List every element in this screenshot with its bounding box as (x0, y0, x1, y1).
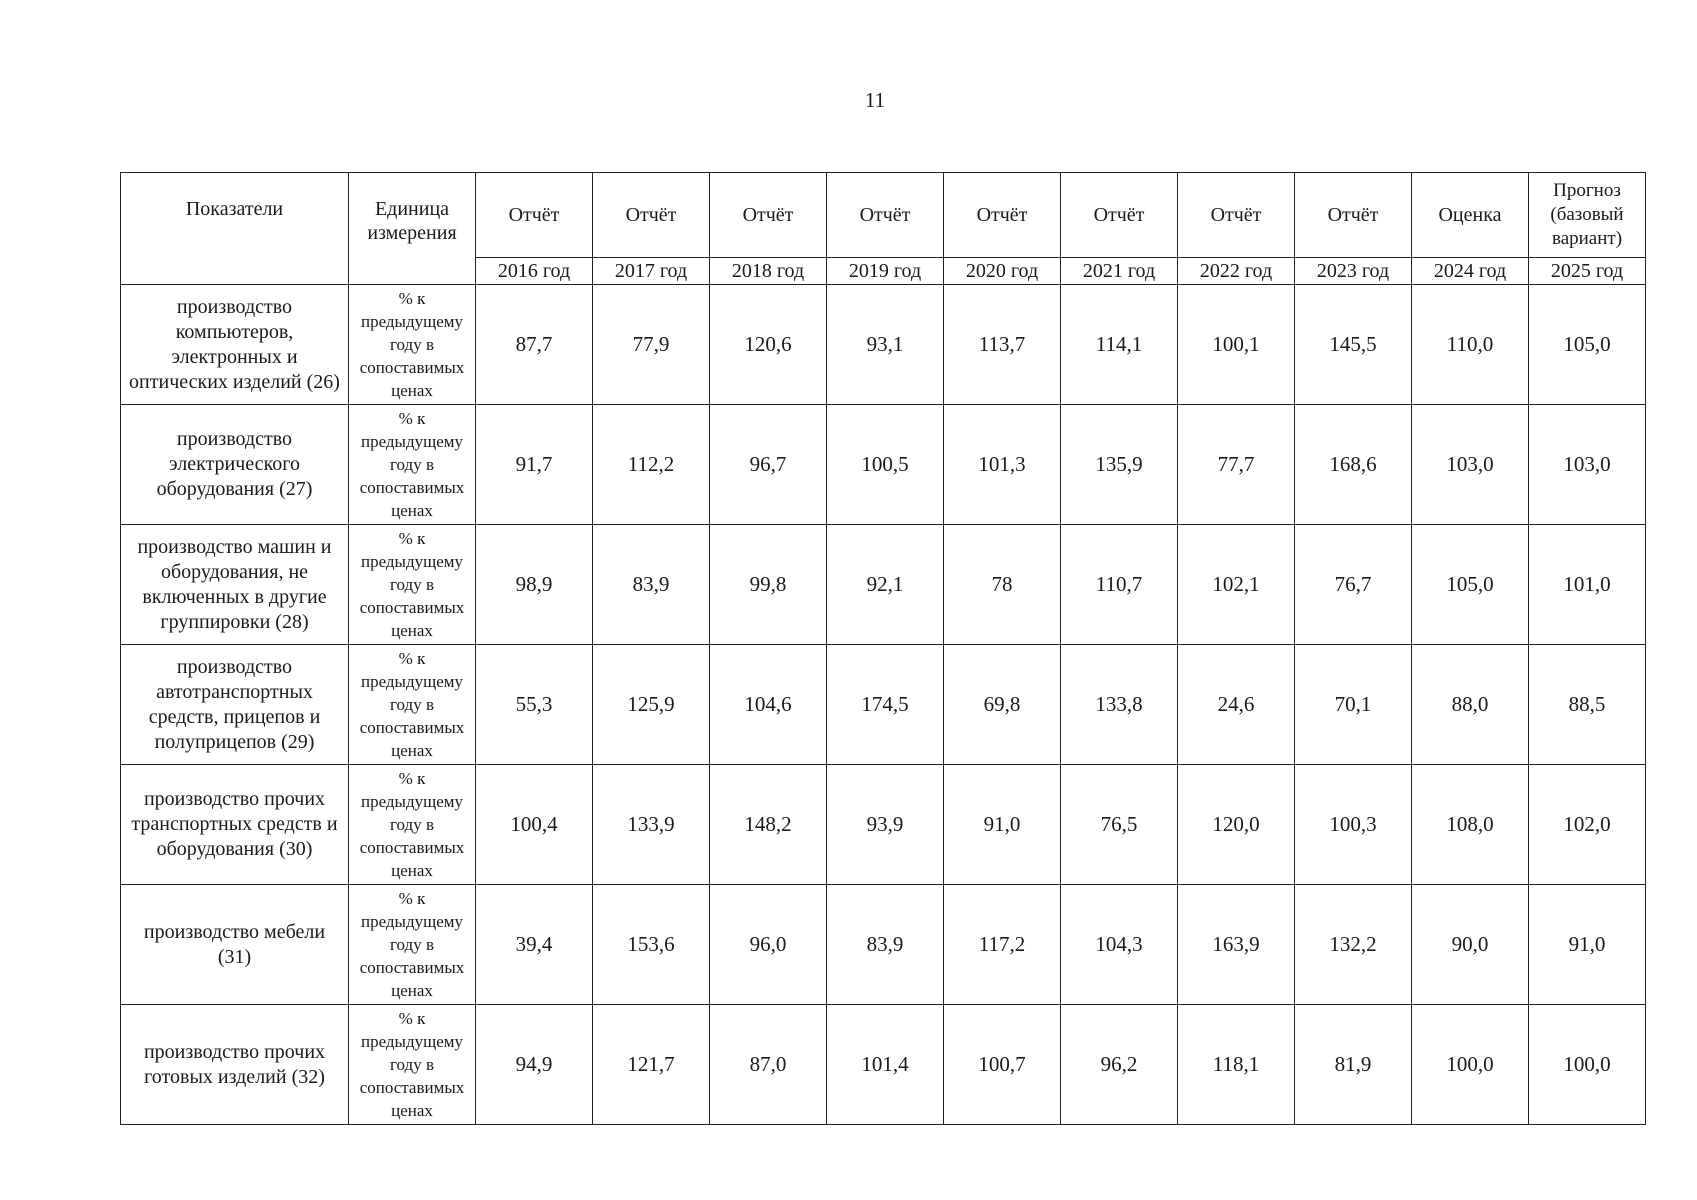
value-cell: 103,0 (1529, 405, 1646, 525)
column-header-year: 2017 год (593, 258, 710, 285)
value-cell: 117,2 (944, 885, 1061, 1005)
value-cell: 100,5 (827, 405, 944, 525)
column-header-type: Отчёт (593, 173, 710, 258)
value-cell: 91,0 (944, 765, 1061, 885)
value-cell: 101,4 (827, 1005, 944, 1125)
column-header-year: 2024 год (1412, 258, 1529, 285)
column-header-indicators: Показатели (121, 173, 349, 285)
column-header-type: Отчёт (944, 173, 1061, 258)
indicators-table (120, 172, 1646, 1125)
indicator-name: производство прочих транспортных средств и оборудования (30) (121, 765, 349, 885)
value-cell: 99,8 (710, 525, 827, 645)
table-header (121, 173, 1646, 285)
table-row (121, 525, 1646, 645)
value-cell: 77,9 (593, 285, 710, 405)
value-cell: 105,0 (1529, 285, 1646, 405)
value-cell: 91,7 (476, 405, 593, 525)
value-cell: 92,1 (827, 525, 944, 645)
value-cell: 112,2 (593, 405, 710, 525)
value-cell: 163,9 (1178, 885, 1295, 1005)
value-cell: 110,7 (1061, 525, 1178, 645)
column-header-year: 2016 год (476, 258, 593, 285)
value-cell: 174,5 (827, 645, 944, 765)
column-header-type: Отчёт (710, 173, 827, 258)
value-cell: 83,9 (593, 525, 710, 645)
column-header-year: 2018 год (710, 258, 827, 285)
value-cell: 104,6 (710, 645, 827, 765)
value-cell: 145,5 (1295, 285, 1412, 405)
unit-cell: % к предыдущему году в сопоставимых ценах (349, 1005, 476, 1125)
indicator-name: производство автотранспортных средств, прицепов и полуприцепов (29) (121, 645, 349, 765)
table-row (121, 285, 1646, 405)
value-cell: 104,3 (1061, 885, 1178, 1005)
value-cell: 132,2 (1295, 885, 1412, 1005)
value-cell: 93,9 (827, 765, 944, 885)
value-cell: 133,8 (1061, 645, 1178, 765)
table-row (121, 1005, 1646, 1125)
value-cell: 100,0 (1529, 1005, 1646, 1125)
value-cell: 148,2 (710, 765, 827, 885)
indicator-name: производство мебели (31) (121, 885, 349, 1005)
indicator-name: производство машин и оборудования, не включенных в другие группировки (28) (121, 525, 349, 645)
column-header-year: 2020 год (944, 258, 1061, 285)
value-cell: 39,4 (476, 885, 593, 1005)
value-cell: 103,0 (1412, 405, 1529, 525)
value-cell: 101,3 (944, 405, 1061, 525)
column-header-type: Отчёт (1061, 173, 1178, 258)
table-row (121, 645, 1646, 765)
table-body (121, 285, 1646, 1125)
table-row (121, 405, 1646, 525)
value-cell: 91,0 (1529, 885, 1646, 1005)
value-cell: 168,6 (1295, 405, 1412, 525)
value-cell: 76,5 (1061, 765, 1178, 885)
value-cell: 100,0 (1412, 1005, 1529, 1125)
value-cell: 121,7 (593, 1005, 710, 1125)
unit-cell: % к предыдущему году в сопоставимых ценах (349, 285, 476, 405)
value-cell: 81,9 (1295, 1005, 1412, 1125)
value-cell: 55,3 (476, 645, 593, 765)
value-cell: 96,0 (710, 885, 827, 1005)
value-cell: 76,7 (1295, 525, 1412, 645)
value-cell: 78 (944, 525, 1061, 645)
column-header-type: Отчёт (1178, 173, 1295, 258)
unit-cell: % к предыдущему году в сопоставимых ценах (349, 645, 476, 765)
value-cell: 94,9 (476, 1005, 593, 1125)
value-cell: 113,7 (944, 285, 1061, 405)
value-cell: 69,8 (944, 645, 1061, 765)
value-cell: 93,1 (827, 285, 944, 405)
value-cell: 100,4 (476, 765, 593, 885)
value-cell: 125,9 (593, 645, 710, 765)
column-header-year: 2022 год (1178, 258, 1295, 285)
value-cell: 135,9 (1061, 405, 1178, 525)
header-row-types (121, 173, 1646, 258)
value-cell: 118,1 (1178, 1005, 1295, 1125)
unit-cell: % к предыдущему году в сопоставимых ценах (349, 885, 476, 1005)
column-header-year: 2025 год (1529, 258, 1646, 285)
value-cell: 100,1 (1178, 285, 1295, 405)
table-row (121, 885, 1646, 1005)
value-cell: 98,9 (476, 525, 593, 645)
value-cell: 105,0 (1412, 525, 1529, 645)
unit-cell: % к предыдущему году в сопоставимых ценах (349, 525, 476, 645)
value-cell: 108,0 (1412, 765, 1529, 885)
value-cell: 100,3 (1295, 765, 1412, 885)
indicator-name: производство компьютеров, электронных и оптических изделий (26) (121, 285, 349, 405)
value-cell: 120,0 (1178, 765, 1295, 885)
column-header-unit: Единица измерения (349, 173, 476, 285)
unit-cell: % к предыдущему году в сопоставимых ценах (349, 405, 476, 525)
value-cell: 87,7 (476, 285, 593, 405)
indicator-name: производство прочих готовых изделий (32) (121, 1005, 349, 1125)
value-cell: 88,0 (1412, 645, 1529, 765)
column-header-type: Отчёт (1295, 173, 1412, 258)
value-cell: 24,6 (1178, 645, 1295, 765)
table-row (121, 765, 1646, 885)
value-cell: 101,0 (1529, 525, 1646, 645)
value-cell: 96,7 (710, 405, 827, 525)
unit-cell: % к предыдущему году в сопоставимых ценах (349, 765, 476, 885)
column-header-type: Отчёт (827, 173, 944, 258)
column-header-type: Оценка (1412, 173, 1529, 258)
value-cell: 96,2 (1061, 1005, 1178, 1125)
value-cell: 88,5 (1529, 645, 1646, 765)
value-cell: 153,6 (593, 885, 710, 1005)
column-header-type: Прогноз (базовый вариант) (1529, 173, 1646, 258)
value-cell: 102,1 (1178, 525, 1295, 645)
column-header-type: Отчёт (476, 173, 593, 258)
value-cell: 83,9 (827, 885, 944, 1005)
value-cell: 87,0 (710, 1005, 827, 1125)
column-header-year: 2023 год (1295, 258, 1412, 285)
value-cell: 110,0 (1412, 285, 1529, 405)
value-cell: 120,6 (710, 285, 827, 405)
column-header-year: 2019 год (827, 258, 944, 285)
value-cell: 70,1 (1295, 645, 1412, 765)
value-cell: 77,7 (1178, 405, 1295, 525)
value-cell: 90,0 (1412, 885, 1529, 1005)
column-header-year: 2021 год (1061, 258, 1178, 285)
value-cell: 100,7 (944, 1005, 1061, 1125)
value-cell: 114,1 (1061, 285, 1178, 405)
value-cell: 133,9 (593, 765, 710, 885)
page-number: 11 (864, 88, 886, 112)
indicator-name: производство электрического оборудования (27) (121, 405, 349, 525)
value-cell: 102,0 (1529, 765, 1646, 885)
